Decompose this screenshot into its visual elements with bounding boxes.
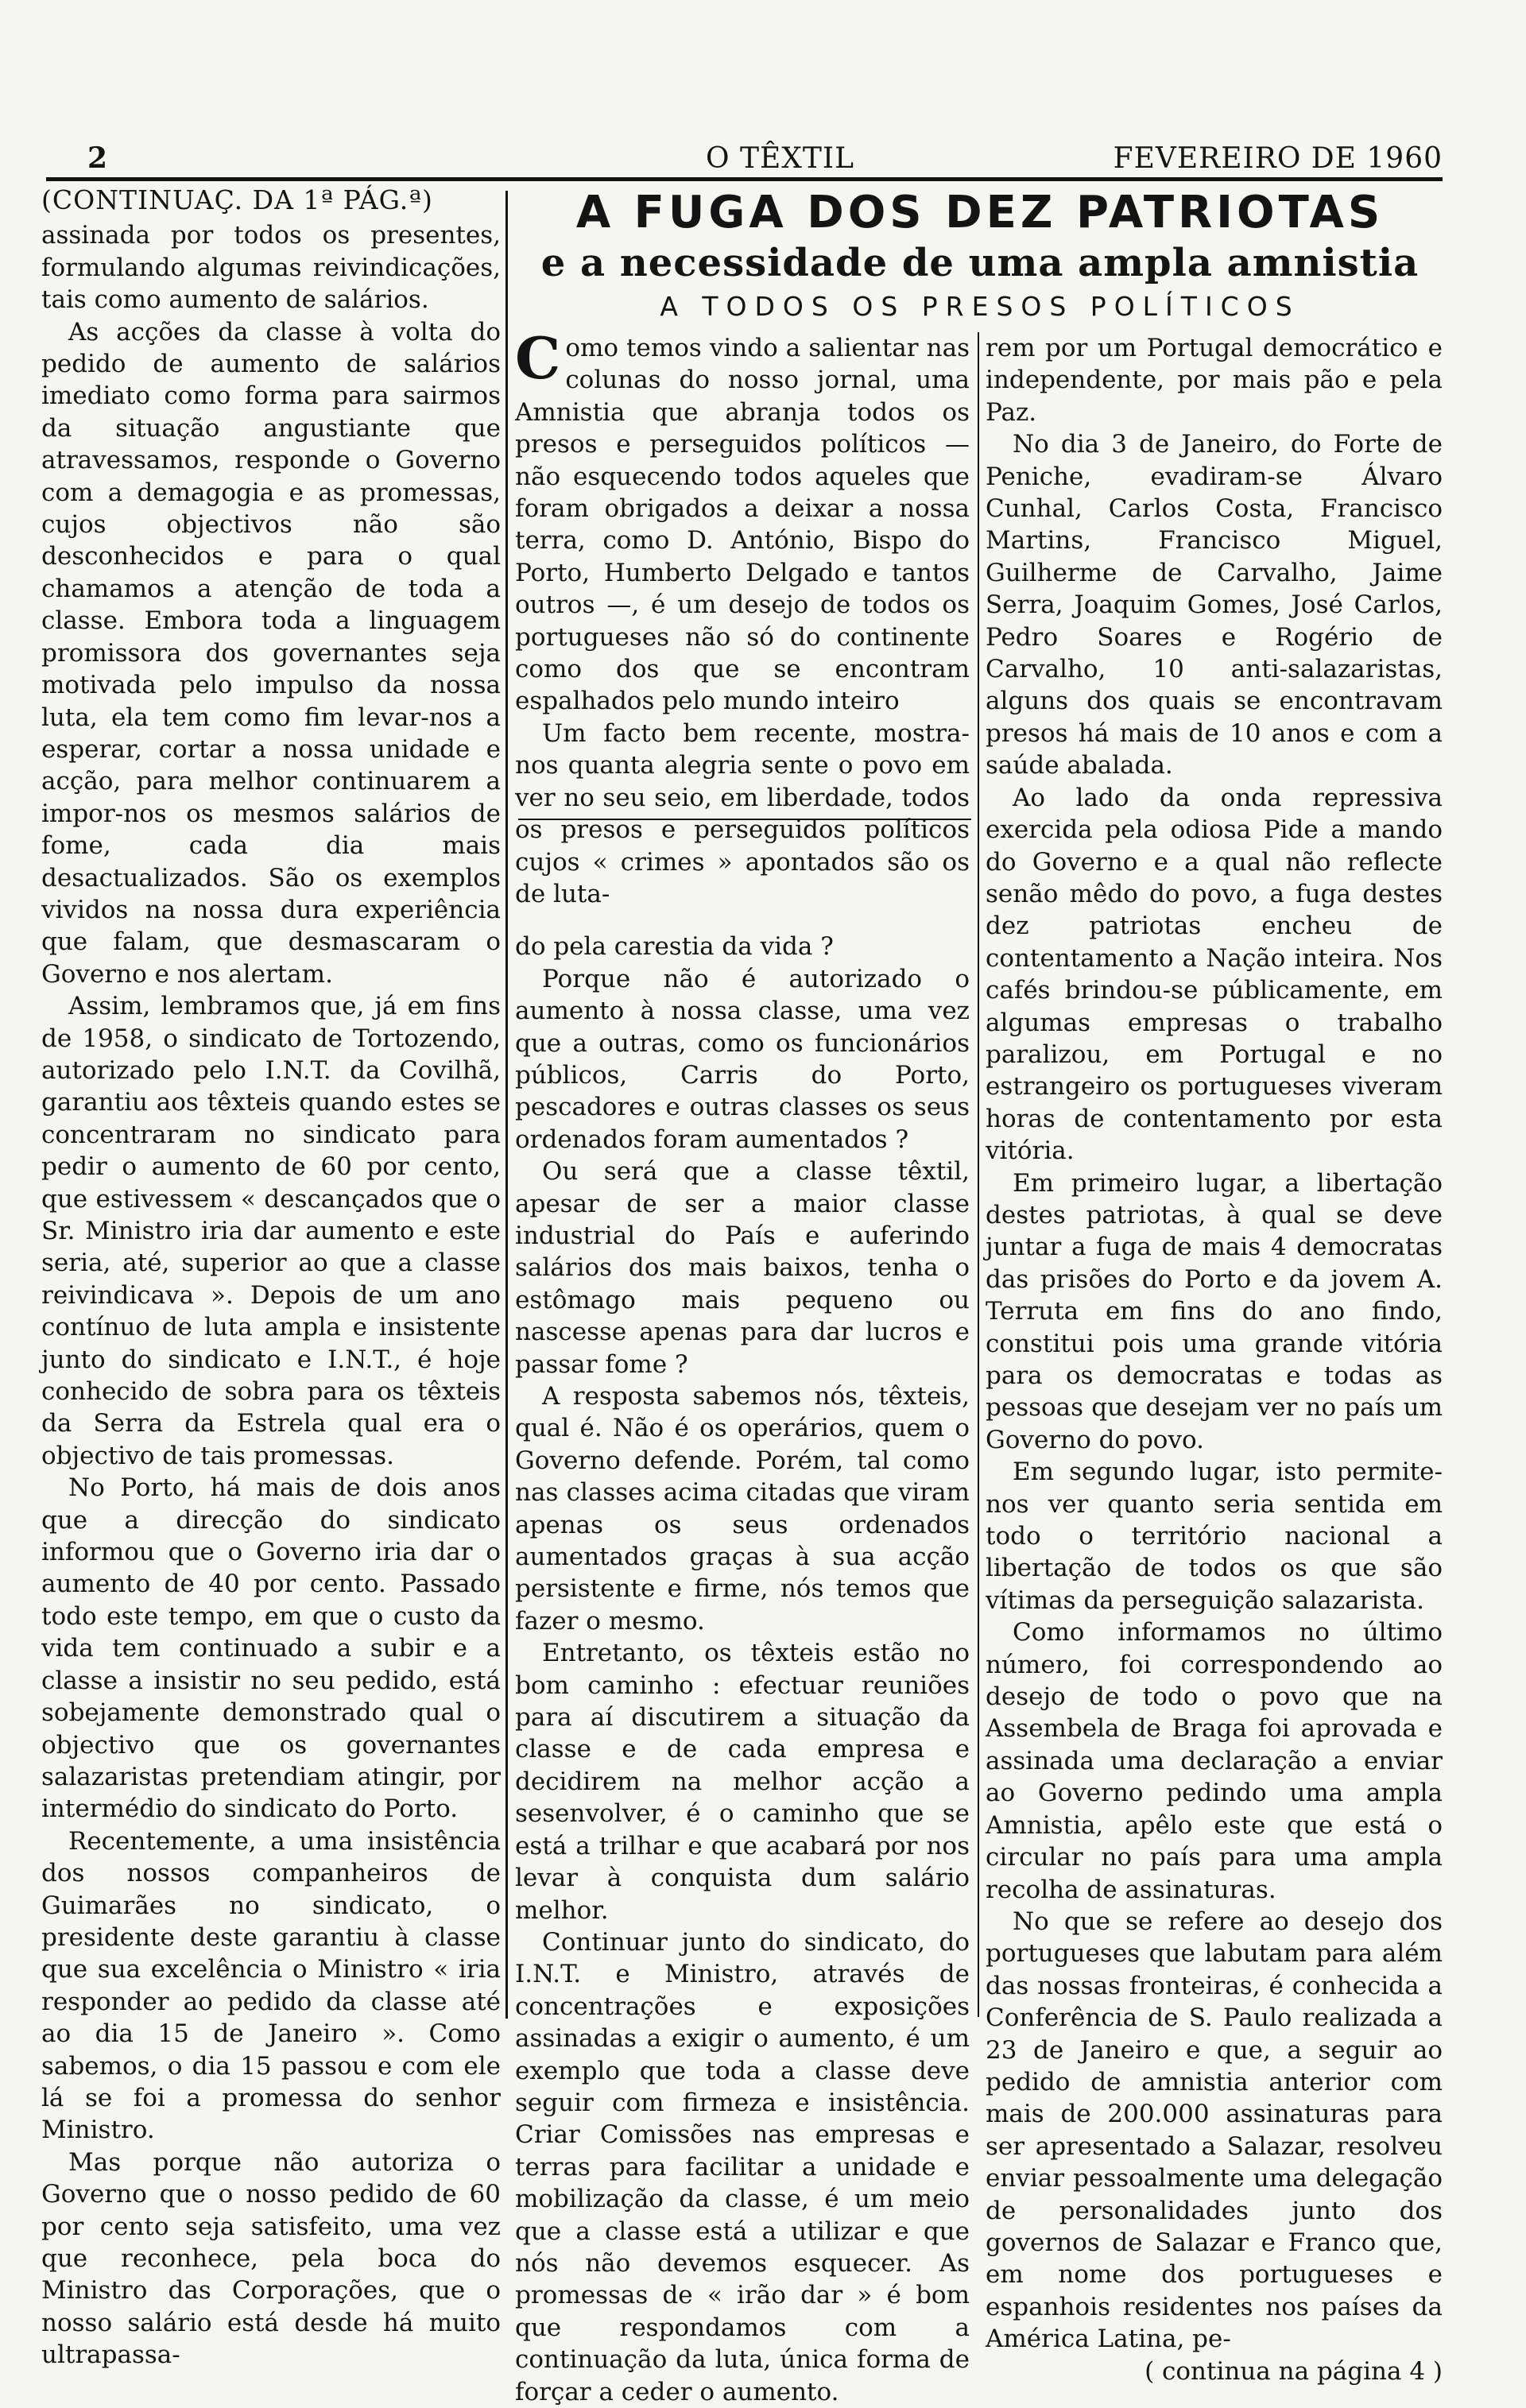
col2-paragraph: do pela carestia da vida ? — [515, 932, 834, 962]
col1-paragraph: Assim, lembramos que, já em fins de 1958, o sindicato de Tortozendo, autorizado pelo I.N.T. da Covilhã, garantiu aos têxteis quando estes se concentraram no sindicato para pedir o aumento de 60 por cento, que estivessem « descançados que o Sr. Ministro iria dar aumento e este seria, até, superior ao que a classe reivindicava ». Depois de um ano contínuo de luta ampla e insistente junto do sindicato e I.N.T., é hoje conhecido de sobra para os têxteis da Serra da Estrela qual era o objectivo de tais promessas. — [41, 992, 501, 1470]
col3-paragraph: rem por um Portugal democrático e independente, por mais pão e pela Paz. — [986, 334, 1443, 427]
col2-paragraph: Ou será que a classe têxtil, apesar de ser a maior classe industrial do País e auferindo salários dos mais baixos, tenha o estômago mais pequeno ou nascesse apenas para dar lucros e passar fome ? — [515, 1157, 970, 1379]
continuation-label: (CONTINUAÇ. DA 1ª PÁG.ª) — [41, 184, 433, 215]
col1-paragraph: No Porto, há mais de dois anos que a direcção do sindicato informou que o Governo iria dar o aumento de 40 por cento. Passado todo este tempo, em que o custo da vida tem continuado a subir e a classe a insistir no seu pedido, está sobejamente demonstrado qual o objectivo que os governantes salazaristas pretendiam atingir, por intermédio do sindicato do Porto. — [41, 1473, 501, 1824]
col3-paragraph: Em primeiro lugar, a libertação destes patriotas, à qual se deve juntar a fuga de mais 4 democratas das prisões do Porto e da jovem A. Terruta em fins do ano findo, constitui pois uma grande vitória para os democratas e todas as pessoas que desejam ver no país um Governo do povo. — [986, 1168, 1443, 1454]
issue-date: FEVEREIRO DE 1960 — [1113, 142, 1443, 175]
col2-paragraph: A resposta sabemos nós, têxteis, qual é. Não é os operários, quem o Governo defende. Porém, tal como nas classes acima citadas que viram apenas os seus ordenados aumentados graças à sua acção persistente e firme, nós temos que fazer o mesmo. — [515, 1382, 970, 1636]
article-column-1 — [41, 184, 501, 2371]
headline-kicker: A TODOS OS PRESOS POLÍTICOS — [660, 291, 1300, 322]
col2-paragraph — [515, 324, 970, 718]
col3-paragraph: Ao lado da onda repressiva exercida pela odiosa Pide a mando do Governo e a qual não reflecte senão mêdo do povo, a fuga destes dez patriotas encheu de contentamento a Nação inteira. Nos cafés brindou-se públicamente, em algumas empresas o trabalho paralizou, em Portugal e no estrangeiro os portugueses viveram horas de contentamento por esta vitória. — [986, 783, 1443, 1166]
drop-cap: C — [515, 324, 561, 392]
col2-paragraph-text: omo temos vindo a salientar nas colunas do nosso jornal, uma Amnistia que abranja todos os presos e perseguidos políticos — não esquecendo todos aqueles que foram obrigados a deixar a nossa terra, como D. António, Bispo do Porto, Humberto Delgado e tantos outros —, é um desejo de todos os portugueses não só do continente como dos que se encontram espalhados pelo mundo inteiro — [515, 334, 970, 716]
col3-paragraph: No dia 3 de Janeiro, do Forte de Peniche, evadiram-se Álvaro Cunhal, Carlos Costa, Francisco Martins, Francisco Miguel, Guilherme de Carvalho, Jaime Serra, Joaquim Gomes, José Carlos, Pedro Soares e Rogério de Carvalho, 10 anti-salazaristas, alguns dos quais se encontravam presos há mais de 10 anos e com a saúde abalada. — [986, 430, 1443, 780]
col2-paragraph: Um facto bem recente, mostra-nos quanta alegria sente o povo em ver no seu seio, em liberdade, todos os presos e perseguidos políticos cujos « crimes » apontados são os de luta- — [515, 718, 970, 908]
headline-title: A FUGA DOS DEZ PATRIOTAS — [575, 187, 1385, 238]
page-header — [46, 137, 1443, 180]
col3-paragraph: Em segundo lugar, isto permite-nos ver quanto seria sentida em todo o território nacional a libertação de todos os que são vítimas da perseguição salazarista. — [986, 1458, 1443, 1615]
header-rule — [46, 177, 1443, 181]
column-divider-1 — [505, 191, 508, 2019]
col1-paragraph: Mas porque não autoriza o Governo que o nosso pedido de 60 por cento seja satisfeito, uma vez que reconhece, pela boca do Ministro das Corporações, que o nosso salário está desde há muito ultrapassa- — [41, 2147, 501, 2370]
col1-paragraph: Recentemente, a uma insistência dos nossos companheiros de Guimarães no sindicato, o presidente deste garantiu à classe que sua excelência o Ministro « iria responder ao pedido da classe até ao dia 15 de Janeiro ». Como sabemos, o dia 15 passou e com ele lá se foi a promessa do senhor Ministro. — [41, 1826, 501, 2145]
continued-on-page-label: ( continua na página 4 ) — [1144, 2356, 1443, 2386]
headline-subtitle: e a necessidade de uma ampla amnistia — [540, 241, 1419, 285]
article-headline — [515, 188, 1445, 326]
col2-paragraph: Porque não é autorizado o aumento à nossa classe, uma vez que a outras, como os funcionários públicos, Carris do Porto, pescadores e outras classes os seus ordenados foram aumentados ? — [515, 964, 970, 1154]
col3-paragraph: Como informamos no último número, foi correspondendo ao desejo de todo o povo que na Assembela de Braga foi aprovada e assinada uma declaração a enviar ao Governo pedindo uma ampla Amnistia, apêlo este que está o circular no país para uma ampla recolha de assinaturas. — [986, 1618, 1443, 1904]
newspaper-name: O TÊXTIL — [706, 142, 855, 175]
col2-paragraph: Entretanto, os têxteis estão no bom caminho : efectuar reuniões para aí discutirem a situação da classe e de cada empresa e decidirem na melhor acção a sesenvolver, é o caminho que se está a trilhar e que acabará por nos levar à conquista dum salário melhor. — [515, 1639, 970, 1925]
col1-paragraph: assinada por todos os presentes, formulando algumas reivindicações, tais como aumento de salários. — [41, 221, 501, 315]
page-number: 2 — [87, 141, 109, 175]
col2-paragraph: Continuar junto do sindicato, do I.N.T. e Ministro, através de concentrações e exposições assinadas a exigir o aumento, é um exemplo que toda a classe deve seguir com firmeza e insistência. Criar Comissões nas empresas e terras para facilitar a unidade e mobilização da classe, é um meio que a classe está a utilizar e que nós não devemos esquecer. As promessas de « irão dar » é bom que respondamos com a continuação da luta, única forma de forçar a ceder o aumento. — [515, 1927, 970, 2406]
col1-paragraph: As acções da classe à volta do pedido de aumento de salários imediato como forma para sairmos da situação angustiante que atravessamos, responde o Governo com a demagogia e as promessas, cujos objectivos não são desconhecidos e para o qual chamamos a atenção de toda a classe. Embora toda a linguagem promissora dos governantes seja motivada pelo impulso da nossa luta, ela tem como fim levar-nos a esperar, cortar a nossa unidade e acção, para melhor continuarem a impor-nos os mesmos salários de fome, cada dia mais desactualizados. São os exemplos vividos na nossa dura experiência que falam, que desmascaram o Governo e nos alertam. — [41, 317, 501, 989]
article-column-2 — [515, 324, 970, 2408]
article-column-3 — [986, 332, 1443, 2387]
column-divider-2 — [978, 332, 979, 2017]
col3-paragraph: No que se refere ao desejo dos portugueses que labutam para além das nossas fronteiras, é conhecida a Conferência de S. Paulo realizada a 23 de Janeiro e que, a seguir ao pedido de amnistia anterior com mais de 200.000 assinaturas para ser apresentado a Salazar, resolveu enviar pessoalmente uma delegação de personalidades junto dos governos de Salazar e Franco que, em nome dos portugueses e espanhois residentes nos países da América Latina, pe- — [986, 1907, 1443, 2354]
